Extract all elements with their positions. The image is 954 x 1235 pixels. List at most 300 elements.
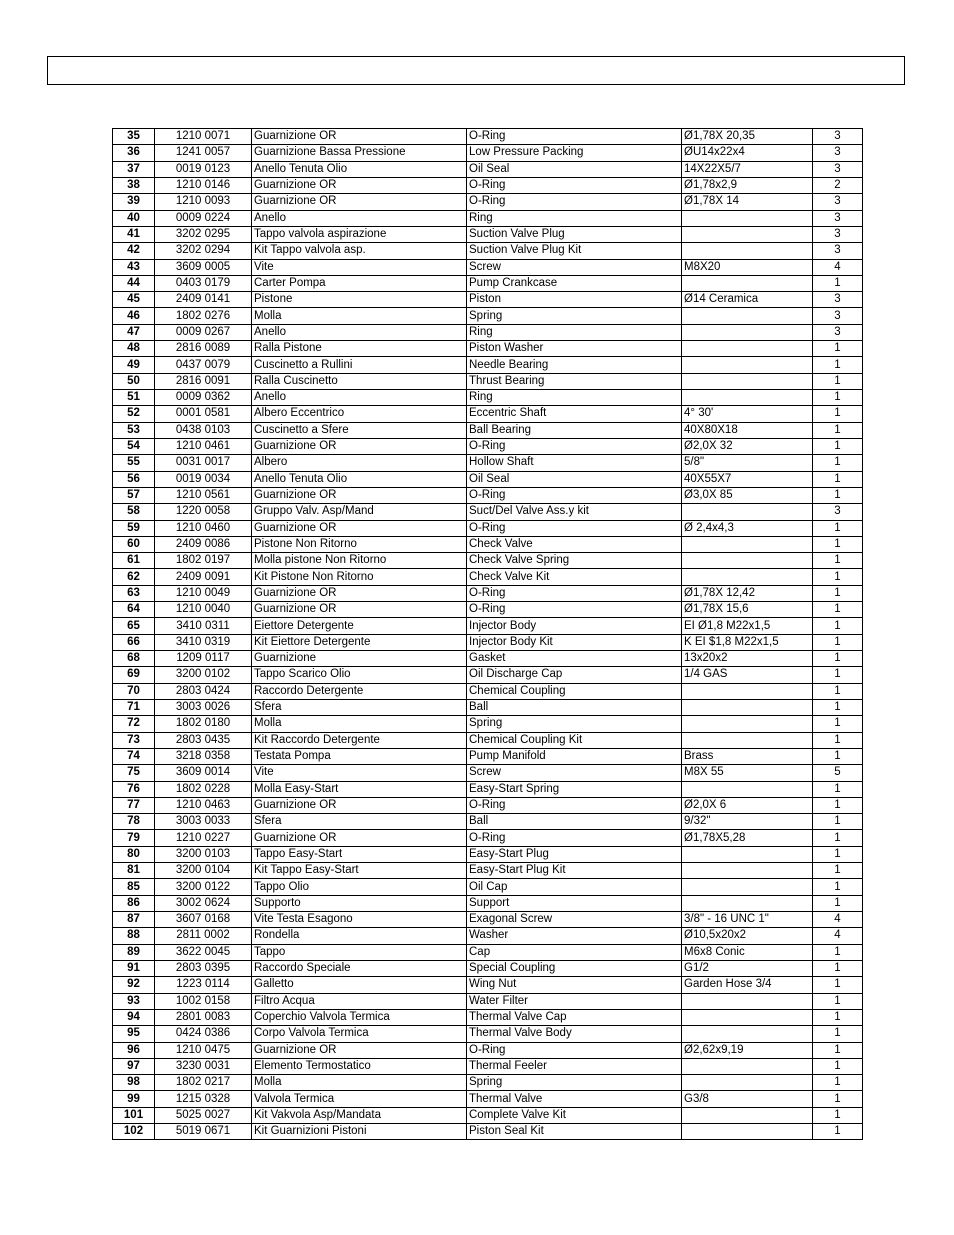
description-en-cell: Complete Valve Kit xyxy=(467,1107,682,1123)
part-code-cell: 5019 0671 xyxy=(155,1124,252,1140)
description-en-cell: Injector Body xyxy=(467,618,682,634)
part-code-cell: 2409 0086 xyxy=(155,536,252,552)
ref-number-cell: 95 xyxy=(113,1026,155,1042)
spec-cell xyxy=(682,226,813,242)
quantity-cell: 1 xyxy=(813,1058,863,1074)
ref-number-cell: 94 xyxy=(113,1009,155,1025)
part-code-cell: 2803 0435 xyxy=(155,732,252,748)
quantity-cell: 3 xyxy=(813,324,863,340)
description-it-cell: Kit Eiettore Detergente xyxy=(252,634,467,650)
description-it-cell: Valvola Termica xyxy=(252,1091,467,1107)
quantity-cell: 4 xyxy=(813,912,863,928)
description-en-cell: Special Coupling xyxy=(467,960,682,976)
description-it-cell: Raccordo Detergente xyxy=(252,683,467,699)
description-it-cell: Tappo xyxy=(252,944,467,960)
parts-table xyxy=(112,128,863,1140)
table-row xyxy=(113,357,863,373)
ref-number-cell: 77 xyxy=(113,797,155,813)
table-row xyxy=(113,308,863,324)
table-row xyxy=(113,928,863,944)
part-code-cell: 0437 0079 xyxy=(155,357,252,373)
part-code-cell: 3200 0122 xyxy=(155,879,252,895)
table-row xyxy=(113,390,863,406)
description-it-cell: Tappo valvola aspirazione xyxy=(252,226,467,242)
part-code-cell: 2801 0083 xyxy=(155,1009,252,1025)
description-it-cell: Pistone Non Ritorno xyxy=(252,536,467,552)
description-it-cell: Cuscinetto a Sfere xyxy=(252,422,467,438)
ref-number-cell: 55 xyxy=(113,455,155,471)
quantity-cell: 3 xyxy=(813,161,863,177)
spec-cell: 9/32" xyxy=(682,814,813,830)
quantity-cell: 1 xyxy=(813,814,863,830)
part-code-cell: 0031 0017 xyxy=(155,455,252,471)
description-it-cell: Tappo Olio xyxy=(252,879,467,895)
part-code-cell: 1210 0463 xyxy=(155,797,252,813)
part-code-cell: 5025 0027 xyxy=(155,1107,252,1123)
ref-number-cell: 63 xyxy=(113,585,155,601)
spec-cell xyxy=(682,1124,813,1140)
spec-cell xyxy=(682,324,813,340)
spec-cell xyxy=(682,553,813,569)
ref-number-cell: 88 xyxy=(113,928,155,944)
ref-number-cell: 45 xyxy=(113,292,155,308)
part-code-cell: 3003 0026 xyxy=(155,699,252,715)
table-row xyxy=(113,863,863,879)
spec-cell: 40X80X18 xyxy=(682,422,813,438)
quantity-cell: 1 xyxy=(813,438,863,454)
quantity-cell: 1 xyxy=(813,357,863,373)
ref-number-cell: 60 xyxy=(113,536,155,552)
spec-cell xyxy=(682,716,813,732)
quantity-cell: 1 xyxy=(813,390,863,406)
spec-cell: Ø14 Ceramica xyxy=(682,292,813,308)
part-code-cell: 0009 0267 xyxy=(155,324,252,340)
quantity-cell: 1 xyxy=(813,341,863,357)
ref-number-cell: 73 xyxy=(113,732,155,748)
part-code-cell: 1210 0460 xyxy=(155,520,252,536)
ref-number-cell: 47 xyxy=(113,324,155,340)
description-it-cell: Guarnizione OR xyxy=(252,438,467,454)
quantity-cell: 1 xyxy=(813,1124,863,1140)
table-row xyxy=(113,161,863,177)
spec-cell xyxy=(682,569,813,585)
ref-number-cell: 57 xyxy=(113,487,155,503)
spec-cell: Brass xyxy=(682,748,813,764)
description-en-cell: Screw xyxy=(467,765,682,781)
ref-number-cell: 71 xyxy=(113,699,155,715)
description-it-cell: Sfera xyxy=(252,814,467,830)
ref-number-cell: 42 xyxy=(113,243,155,259)
ref-number-cell: 56 xyxy=(113,471,155,487)
part-code-cell: 2409 0141 xyxy=(155,292,252,308)
part-code-cell: 0438 0103 xyxy=(155,422,252,438)
description-it-cell: Guarnizione OR xyxy=(252,602,467,618)
ref-number-cell: 64 xyxy=(113,602,155,618)
table-row xyxy=(113,520,863,536)
description-it-cell: Ralla Cuscinetto xyxy=(252,373,467,389)
description-en-cell: Ball Bearing xyxy=(467,422,682,438)
description-en-cell: Easy-Start Plug Kit xyxy=(467,863,682,879)
description-en-cell: Ball xyxy=(467,814,682,830)
spec-cell xyxy=(682,341,813,357)
description-it-cell: Guarnizione Bassa Pressione xyxy=(252,145,467,161)
quantity-cell: 3 xyxy=(813,145,863,161)
description-it-cell: Guarnizione OR xyxy=(252,194,467,210)
description-it-cell: Molla xyxy=(252,308,467,324)
part-code-cell: 1210 0227 xyxy=(155,830,252,846)
part-code-cell: 2811 0002 xyxy=(155,928,252,944)
part-code-cell: 1802 0228 xyxy=(155,781,252,797)
ref-number-cell: 50 xyxy=(113,373,155,389)
description-en-cell: Ring xyxy=(467,390,682,406)
quantity-cell: 4 xyxy=(813,259,863,275)
ref-number-cell: 93 xyxy=(113,993,155,1009)
description-it-cell: Guarnizione OR xyxy=(252,797,467,813)
table-row xyxy=(113,846,863,862)
spec-cell: 1/4 GAS xyxy=(682,667,813,683)
description-en-cell: Check Valve Spring xyxy=(467,553,682,569)
spec-cell xyxy=(682,781,813,797)
table-row xyxy=(113,373,863,389)
part-code-cell: 3202 0295 xyxy=(155,226,252,242)
ref-number-cell: 97 xyxy=(113,1058,155,1074)
table-row xyxy=(113,895,863,911)
part-code-cell: 3200 0103 xyxy=(155,846,252,862)
quantity-cell: 1 xyxy=(813,373,863,389)
ref-number-cell: 52 xyxy=(113,406,155,422)
spec-cell: Ø10,5x20x2 xyxy=(682,928,813,944)
table-row xyxy=(113,504,863,520)
description-it-cell: Galletto xyxy=(252,977,467,993)
description-it-cell: Molla pistone Non Ritorno xyxy=(252,553,467,569)
table-row xyxy=(113,177,863,193)
quantity-cell: 1 xyxy=(813,683,863,699)
part-code-cell: 0403 0179 xyxy=(155,275,252,291)
description-it-cell: Tappo Scarico Olio xyxy=(252,667,467,683)
spec-cell xyxy=(682,879,813,895)
description-en-cell: O-Ring xyxy=(467,194,682,210)
parts-table-body xyxy=(113,129,863,1140)
description-it-cell: Kit Pistone Non Ritorno xyxy=(252,569,467,585)
spec-cell: Ø2,0X 6 xyxy=(682,797,813,813)
ref-number-cell: 66 xyxy=(113,634,155,650)
ref-number-cell: 101 xyxy=(113,1107,155,1123)
part-code-cell: 3002 0624 xyxy=(155,895,252,911)
quantity-cell: 1 xyxy=(813,846,863,862)
spec-cell xyxy=(682,390,813,406)
description-it-cell: Guarnizione OR xyxy=(252,1042,467,1058)
table-row xyxy=(113,324,863,340)
ref-number-cell: 38 xyxy=(113,177,155,193)
description-en-cell: Wing Nut xyxy=(467,977,682,993)
description-en-cell: O-Ring xyxy=(467,438,682,454)
description-it-cell: Kit Tappo valvola asp. xyxy=(252,243,467,259)
spec-cell: 4° 30' xyxy=(682,406,813,422)
description-en-cell: O-Ring xyxy=(467,830,682,846)
description-en-cell: Spring xyxy=(467,308,682,324)
description-it-cell: Cuscinetto a Rullini xyxy=(252,357,467,373)
part-code-cell: 1223 0114 xyxy=(155,977,252,993)
spec-cell: Ø3,0X 85 xyxy=(682,487,813,503)
table-row xyxy=(113,243,863,259)
table-row xyxy=(113,1091,863,1107)
part-code-cell: 1802 0180 xyxy=(155,716,252,732)
part-code-cell: 1210 0093 xyxy=(155,194,252,210)
description-en-cell: Easy-Start Spring xyxy=(467,781,682,797)
spec-cell xyxy=(682,1107,813,1123)
description-en-cell: Ring xyxy=(467,324,682,340)
description-en-cell: Low Pressure Packing xyxy=(467,145,682,161)
spec-cell: Ø1,78X 15,6 xyxy=(682,602,813,618)
description-it-cell: Pistone xyxy=(252,292,467,308)
ref-number-cell: 61 xyxy=(113,553,155,569)
ref-number-cell: 79 xyxy=(113,830,155,846)
description-it-cell: Anello Tenuta Olio xyxy=(252,471,467,487)
table-row xyxy=(113,1026,863,1042)
quantity-cell: 1 xyxy=(813,536,863,552)
quantity-cell: 1 xyxy=(813,863,863,879)
quantity-cell: 1 xyxy=(813,471,863,487)
description-en-cell: Piston Seal Kit xyxy=(467,1124,682,1140)
ref-number-cell: 62 xyxy=(113,569,155,585)
table-row xyxy=(113,765,863,781)
ref-number-cell: 72 xyxy=(113,716,155,732)
description-it-cell: Anello xyxy=(252,390,467,406)
description-en-cell: O-Ring xyxy=(467,520,682,536)
description-en-cell: Hollow Shaft xyxy=(467,455,682,471)
description-en-cell: O-Ring xyxy=(467,585,682,601)
ref-number-cell: 102 xyxy=(113,1124,155,1140)
spec-cell xyxy=(682,683,813,699)
description-en-cell: Chemical Coupling xyxy=(467,683,682,699)
table-row xyxy=(113,944,863,960)
table-row xyxy=(113,406,863,422)
ref-number-cell: 48 xyxy=(113,341,155,357)
description-it-cell: Eiettore Detergente xyxy=(252,618,467,634)
part-code-cell: 1215 0328 xyxy=(155,1091,252,1107)
spec-cell: Ø1,78X 12,42 xyxy=(682,585,813,601)
spec-cell: M6x8 Conic xyxy=(682,944,813,960)
part-code-cell: 2803 0424 xyxy=(155,683,252,699)
part-code-cell: 1210 0561 xyxy=(155,487,252,503)
quantity-cell: 1 xyxy=(813,520,863,536)
part-code-cell: 2409 0091 xyxy=(155,569,252,585)
description-it-cell: Guarnizione OR xyxy=(252,177,467,193)
table-row xyxy=(113,1107,863,1123)
quantity-cell: 3 xyxy=(813,308,863,324)
ref-number-cell: 87 xyxy=(113,912,155,928)
ref-number-cell: 44 xyxy=(113,275,155,291)
description-en-cell: Easy-Start Plug xyxy=(467,846,682,862)
part-code-cell: 1210 0049 xyxy=(155,585,252,601)
table-row xyxy=(113,683,863,699)
ref-number-cell: 40 xyxy=(113,210,155,226)
part-code-cell: 3200 0102 xyxy=(155,667,252,683)
table-row xyxy=(113,553,863,569)
spec-cell: 13x20x2 xyxy=(682,651,813,667)
description-en-cell: Pump Manifold xyxy=(467,748,682,764)
spec-cell: Ø1,78X 20,35 xyxy=(682,129,813,145)
table-row xyxy=(113,732,863,748)
description-en-cell: Thermal Valve Cap xyxy=(467,1009,682,1025)
description-it-cell: Guarnizione OR xyxy=(252,520,467,536)
table-row xyxy=(113,259,863,275)
description-en-cell: Washer xyxy=(467,928,682,944)
table-row xyxy=(113,699,863,715)
part-code-cell: 1802 0217 xyxy=(155,1075,252,1091)
spec-cell xyxy=(682,1026,813,1042)
part-code-cell: 3607 0168 xyxy=(155,912,252,928)
spec-cell xyxy=(682,275,813,291)
part-code-cell: 2803 0395 xyxy=(155,960,252,976)
part-code-cell: 2816 0089 xyxy=(155,341,252,357)
description-it-cell: Rondella xyxy=(252,928,467,944)
ref-number-cell: 65 xyxy=(113,618,155,634)
spec-cell: Ø2,62x9,19 xyxy=(682,1042,813,1058)
description-en-cell: Ball xyxy=(467,699,682,715)
ref-number-cell: 41 xyxy=(113,226,155,242)
description-en-cell: Support xyxy=(467,895,682,911)
description-en-cell: Ring xyxy=(467,210,682,226)
description-it-cell: Kit Tappo Easy-Start xyxy=(252,863,467,879)
description-en-cell: Suct/Del Valve Ass.y kit xyxy=(467,504,682,520)
quantity-cell: 1 xyxy=(813,895,863,911)
table-row xyxy=(113,1058,863,1074)
quantity-cell: 1 xyxy=(813,781,863,797)
quantity-cell: 4 xyxy=(813,928,863,944)
table-row xyxy=(113,422,863,438)
description-it-cell: Guarnizione OR xyxy=(252,830,467,846)
ref-number-cell: 69 xyxy=(113,667,155,683)
spec-cell: Garden Hose 3/4 xyxy=(682,977,813,993)
quantity-cell: 1 xyxy=(813,960,863,976)
table-row xyxy=(113,1009,863,1025)
spec-cell xyxy=(682,1009,813,1025)
description-en-cell: O-Ring xyxy=(467,797,682,813)
part-code-cell: 1210 0146 xyxy=(155,177,252,193)
description-it-cell: Kit Guarnizioni Pistoni xyxy=(252,1124,467,1140)
description-it-cell: Albero Eccentrico xyxy=(252,406,467,422)
quantity-cell: 1 xyxy=(813,993,863,1009)
quantity-cell: 1 xyxy=(813,569,863,585)
description-it-cell: Raccordo Speciale xyxy=(252,960,467,976)
table-row xyxy=(113,912,863,928)
description-it-cell: Guarnizione xyxy=(252,651,467,667)
ref-number-cell: 98 xyxy=(113,1075,155,1091)
spec-cell xyxy=(682,357,813,373)
quantity-cell: 1 xyxy=(813,1026,863,1042)
ref-number-cell: 59 xyxy=(113,520,155,536)
description-it-cell: Ralla Pistone xyxy=(252,341,467,357)
description-it-cell: Guarnizione OR xyxy=(252,487,467,503)
description-en-cell: O-Ring xyxy=(467,487,682,503)
quantity-cell: 3 xyxy=(813,292,863,308)
quantity-cell: 1 xyxy=(813,1091,863,1107)
quantity-cell: 1 xyxy=(813,667,863,683)
spec-cell: 3/8" - 16 UNC 1" xyxy=(682,912,813,928)
table-row xyxy=(113,585,863,601)
part-code-cell: 0009 0224 xyxy=(155,210,252,226)
description-it-cell: Filtro Acqua xyxy=(252,993,467,1009)
quantity-cell: 1 xyxy=(813,618,863,634)
table-row xyxy=(113,438,863,454)
ref-number-cell: 49 xyxy=(113,357,155,373)
part-code-cell: 1002 0158 xyxy=(155,993,252,1009)
spec-cell xyxy=(682,536,813,552)
spec-cell: G1/2 xyxy=(682,960,813,976)
part-code-cell: 0009 0362 xyxy=(155,390,252,406)
spec-cell xyxy=(682,1058,813,1074)
table-row xyxy=(113,618,863,634)
part-code-cell: 1802 0197 xyxy=(155,553,252,569)
quantity-cell: 1 xyxy=(813,748,863,764)
quantity-cell: 1 xyxy=(813,634,863,650)
description-en-cell: Injector Body Kit xyxy=(467,634,682,650)
quantity-cell: 1 xyxy=(813,830,863,846)
quantity-cell: 1 xyxy=(813,879,863,895)
description-it-cell: Sfera xyxy=(252,699,467,715)
table-row xyxy=(113,960,863,976)
part-code-cell: 3410 0311 xyxy=(155,618,252,634)
spec-cell: Ø 2,4x4,3 xyxy=(682,520,813,536)
ref-number-cell: 43 xyxy=(113,259,155,275)
spec-cell: Ø1,78X 14 xyxy=(682,194,813,210)
description-en-cell: O-Ring xyxy=(467,1042,682,1058)
quantity-cell: 2 xyxy=(813,177,863,193)
description-en-cell: Chemical Coupling Kit xyxy=(467,732,682,748)
description-en-cell: Cap xyxy=(467,944,682,960)
ref-number-cell: 89 xyxy=(113,944,155,960)
part-code-cell: 3609 0014 xyxy=(155,765,252,781)
quantity-cell: 1 xyxy=(813,797,863,813)
spec-cell: EI Ø1,8 M22x1,5 xyxy=(682,618,813,634)
table-row xyxy=(113,341,863,357)
table-row xyxy=(113,634,863,650)
quantity-cell: 1 xyxy=(813,732,863,748)
description-en-cell: Oil Cap xyxy=(467,879,682,895)
description-it-cell: Guarnizione OR xyxy=(252,129,467,145)
table-row xyxy=(113,226,863,242)
ref-number-cell: 74 xyxy=(113,748,155,764)
table-row xyxy=(113,129,863,145)
description-en-cell: Thermal Feeler xyxy=(467,1058,682,1074)
quantity-cell: 3 xyxy=(813,210,863,226)
ref-number-cell: 35 xyxy=(113,129,155,145)
description-it-cell: Albero xyxy=(252,455,467,471)
ref-number-cell: 70 xyxy=(113,683,155,699)
part-code-cell: 1210 0475 xyxy=(155,1042,252,1058)
spec-cell: 5/8" xyxy=(682,455,813,471)
spec-cell xyxy=(682,732,813,748)
table-row xyxy=(113,487,863,503)
description-it-cell: Kit Vakvola Asp/Mandata xyxy=(252,1107,467,1123)
ref-number-cell: 68 xyxy=(113,651,155,667)
spec-cell xyxy=(682,243,813,259)
description-it-cell: Vite Testa Esagono xyxy=(252,912,467,928)
part-code-cell: 3202 0294 xyxy=(155,243,252,259)
spec-cell xyxy=(682,699,813,715)
table-row xyxy=(113,569,863,585)
description-en-cell: Spring xyxy=(467,1075,682,1091)
description-en-cell: O-Ring xyxy=(467,177,682,193)
description-en-cell: Piston xyxy=(467,292,682,308)
description-it-cell: Carter Pompa xyxy=(252,275,467,291)
spec-cell: Ø2,0X 32 xyxy=(682,438,813,454)
part-code-cell: 0019 0123 xyxy=(155,161,252,177)
description-en-cell: Thrust Bearing xyxy=(467,373,682,389)
description-en-cell: Check Valve Kit xyxy=(467,569,682,585)
description-en-cell: Eccentric Shaft xyxy=(467,406,682,422)
